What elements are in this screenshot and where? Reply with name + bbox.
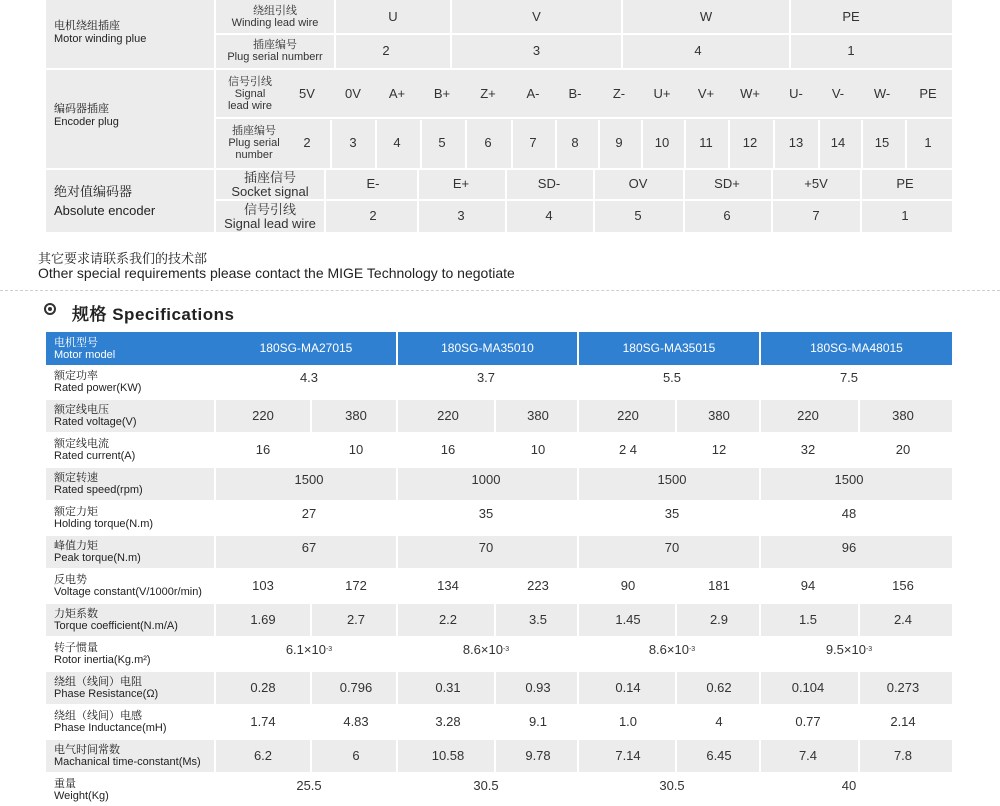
encoder-signal-cell: 0V (345, 85, 361, 101)
spec-value-text: 25.5 (296, 777, 322, 793)
spec-value-cell: 4.83 (343, 713, 369, 729)
spec-value-cell: 1.5 (798, 611, 818, 627)
spec-row-label: 转子惯量 Rotor inertia(Kg.m²) (54, 642, 151, 666)
spec-value-cell: 181 (708, 577, 730, 593)
absolute-wire-cell: 1 (901, 208, 909, 224)
spec-value-cell: 6.45 (706, 747, 732, 763)
spec-value-cell: 10 (530, 441, 546, 457)
spec-row-label: 电气时间常数 Machanical time-constant(Ms) (54, 744, 201, 768)
spec-value-cell (779, 634, 919, 666)
winding-serial-2: 3 (532, 42, 541, 58)
encoder-number-cell: 13 (788, 134, 804, 150)
spec-value-cell: 4 (715, 713, 723, 729)
spec-value-cell: 9.1 (528, 713, 548, 729)
winding-wire-u: U (388, 8, 398, 24)
encoder-number-cell: 1 (924, 134, 932, 150)
encoder-signal-cell: U+ (653, 85, 671, 101)
spec-value-cell: 2.2 (438, 611, 458, 627)
spec-value-cell: 2.9 (709, 611, 729, 627)
spec-value-cell: 16 (255, 441, 271, 457)
spec-value-text: 4.3 (299, 369, 319, 385)
absolute-wire-cell: 6 (723, 208, 731, 224)
spec-value-cell: 103 (252, 577, 274, 593)
note-zh: 其它要求请联系我们的技术部 (38, 251, 208, 266)
spec-value-cell: 6.2 (253, 747, 273, 763)
encoder-number-cell: 2 (303, 134, 311, 150)
spec-value-cell: 2 4 (618, 441, 638, 457)
spec-value-cell: 90 (620, 577, 636, 593)
spec-row-label: 重量 Weight(Kg) (54, 778, 109, 802)
spec-value-cell (416, 362, 556, 394)
spec-value-cell (239, 634, 379, 666)
absolute-wire-cell: 3 (457, 208, 465, 224)
encoder-signal-cell: PE (919, 85, 937, 101)
spec-value-text: 70 (478, 539, 494, 555)
spec-value-cell: 10 (348, 441, 364, 457)
exponent: -3 (865, 646, 873, 654)
encoder-number-cell: 11 (699, 134, 713, 150)
spec-value-cell (779, 362, 919, 394)
spec-value-text: 30.5 (659, 777, 685, 793)
model-header-cell: 180SG-MA48015 (810, 340, 903, 355)
spec-value-cell: 220 (437, 407, 459, 423)
spec-value-text: 35 (478, 505, 494, 521)
encoder-number-cell: 10 (654, 134, 670, 150)
spec-value-cell: 1.69 (250, 611, 276, 627)
motor-model-label: 电机型号 Motor model (54, 336, 116, 361)
exponent: -3 (325, 646, 333, 654)
plug-serial-label: 插座编号 Plug serial numberr (227, 38, 323, 63)
spec-value-cell: 0.14 (615, 679, 641, 695)
spec-value-cell: 1.45 (615, 611, 641, 627)
exponent: -3 (502, 646, 510, 654)
spec-value-cell (602, 362, 742, 394)
spec-value-text: 1500 (657, 471, 687, 487)
spec-value-text: 1000 (471, 471, 501, 487)
target-icon (44, 303, 56, 315)
absolute-wire-cell: 5 (634, 208, 642, 224)
spec-value-cell (416, 464, 556, 496)
encoder-signal-cell: W- (873, 85, 891, 101)
spec-value-cell: 380 (345, 407, 367, 423)
encoder-number-cell: 15 (874, 134, 890, 150)
spec-value-cell: 7.8 (893, 747, 913, 763)
encoder-signal-cell: A+ (388, 85, 406, 101)
winding-wire-w: W (699, 8, 713, 24)
spec-value-cell (779, 464, 919, 496)
spec-value-cell: 172 (345, 577, 367, 593)
spec-row-label: 额定线电压 Rated voltage(V) (54, 404, 137, 428)
absolute-signal-cell: OV (628, 176, 648, 192)
spec-value-cell: 0.31 (435, 679, 461, 695)
winding-serial-3: 4 (694, 42, 702, 58)
spec-row-label: 绕组（线间）电感 Phase Inductance(mH) (54, 710, 167, 734)
spec-value-cell: 134 (437, 577, 459, 593)
spec-value-cell: 3.5 (528, 611, 548, 627)
encoder-signal-cell: U- (789, 85, 803, 101)
spec-value-text: 70 (664, 539, 680, 555)
spec-value-cell: 220 (617, 407, 639, 423)
encoder-signal-cell: B- (568, 85, 582, 101)
spec-value-cell (779, 770, 919, 802)
spec-value-cell: 223 (527, 577, 549, 593)
winding-wire-v: V (532, 8, 541, 24)
signal-lead-wire-label: 信号引线 Signal lead wire (224, 201, 316, 231)
spec-value-cell: 6 (352, 747, 360, 763)
spec-value-cell: 10.58 (431, 747, 465, 763)
encoder-plug-label: 编码器插座 Encoder plug (54, 103, 119, 128)
spec-value-cell (416, 498, 556, 530)
spec-row-label: 额定线电流 Rated current(A) (54, 438, 136, 462)
spec-value-cell: 2.7 (346, 611, 366, 627)
spec-value-cell: 380 (708, 407, 730, 423)
spec-value-cell (416, 634, 556, 666)
spec-value-text: 9.5×10 (825, 641, 866, 657)
divider (0, 290, 1000, 291)
exponent: -3 (688, 646, 696, 654)
spec-value-cell: 0.77 (795, 713, 821, 729)
note-en: Other special requirements please contact the MIGE Technology to negotiate (38, 265, 515, 281)
spec-value-cell: 0.62 (706, 679, 732, 695)
spec-value-text: 3.7 (476, 369, 496, 385)
encoder-signal-cell: V- (831, 85, 845, 101)
spec-value-cell: 0.28 (250, 679, 276, 695)
spec-value-text: 96 (841, 539, 857, 555)
spec-value-cell: 16 (440, 441, 456, 457)
spec-value-cell: 0.104 (791, 679, 825, 695)
spec-value-cell: 220 (797, 407, 819, 423)
model-header-cell: 180SG-MA35010 (441, 340, 534, 355)
spec-value-cell (239, 464, 379, 496)
encoder-number-cell: 4 (393, 134, 401, 150)
spec-value-cell: 3.28 (435, 713, 461, 729)
encoder-signal-cell: W+ (740, 85, 760, 101)
spec-value-text: 6.1×10 (285, 641, 326, 657)
motor-winding-plug-label: 电机绕组插座 Motor winding plue (54, 20, 147, 45)
encoder-number-cell: 7 (529, 134, 537, 150)
spec-value-cell: 12 (711, 441, 727, 457)
spec-value-cell: 0.273 (886, 679, 920, 695)
spec-value-cell: 7.4 (798, 747, 818, 763)
spec-row-label: 额定功率 Rated power(KW) (54, 370, 142, 394)
spec-value-cell (416, 532, 556, 564)
winding-serial-1: 2 (382, 42, 390, 58)
encoder-number-cell: 8 (571, 134, 579, 150)
spec-value-cell: 0.796 (339, 679, 373, 695)
spec-value-cell (416, 770, 556, 802)
model-header-cell: 180SG-MA27015 (259, 340, 353, 355)
spec-value-cell (239, 362, 379, 394)
spec-value-cell: 380 (527, 407, 549, 423)
absolute-wire-cell: 7 (812, 208, 820, 224)
spec-value-cell: 2.4 (893, 611, 913, 627)
spec-value-cell: 32 (800, 441, 816, 457)
spec-value-text: 48 (841, 505, 857, 521)
spec-value-cell: 20 (895, 441, 911, 457)
spec-value-text: 67 (301, 539, 317, 555)
encoder-number-cell: 14 (830, 134, 846, 150)
absolute-signal-cell: E- (366, 176, 380, 192)
spec-row-label: 峰值力矩 Peak torque(N.m) (54, 540, 141, 564)
spec-value-text: 7.5 (839, 369, 859, 385)
absolute-signal-cell: PE (896, 176, 914, 192)
spec-row-label: 反电势 Voltage constant(V/1000r/min) (54, 574, 202, 598)
spec-value-cell: 9.78 (525, 747, 551, 763)
spec-value-cell: 380 (892, 407, 914, 423)
spec-row-label: 额定转速 Rated speed(rpm) (54, 472, 143, 496)
encoder-signal-cell: V+ (697, 85, 715, 101)
encoder-plug-number-label: 插座编号 Plug serial number (228, 124, 280, 162)
spec-value-cell (602, 532, 742, 564)
spec-value-cell (239, 498, 379, 530)
spec-value-cell: 1.74 (250, 713, 276, 729)
encoder-number-cell: 5 (438, 134, 446, 150)
spec-value-cell (602, 770, 742, 802)
spec-value-cell: 156 (892, 577, 914, 593)
encoder-number-cell: 3 (349, 134, 357, 150)
absolute-signal-cell: SD+ (714, 176, 740, 192)
encoder-signal-cell: B+ (433, 85, 451, 101)
absolute-wire-cell: 4 (545, 208, 553, 224)
spec-value-cell: 2.14 (890, 713, 916, 729)
absolute-encoder-label: 绝对值编码器 Absolute encoder (54, 184, 156, 218)
absolute-signal-cell: E+ (452, 176, 470, 192)
spec-value-cell (779, 532, 919, 564)
encoder-signal-cell: A- (526, 85, 540, 101)
spec-value-cell (239, 770, 379, 802)
spec-value-text: 27 (301, 505, 317, 521)
spec-value-cell: 0.93 (525, 679, 551, 695)
encoder-number-cell: 6 (484, 134, 492, 150)
spec-value-cell (602, 498, 742, 530)
spec-value-cell (239, 532, 379, 564)
spec-value-text: 30.5 (473, 777, 499, 793)
spec-value-cell: 220 (252, 407, 274, 423)
spec-value-cell (602, 464, 742, 496)
encoder-signal-cell: 5V (299, 85, 315, 101)
spec-value-text: 1500 (294, 471, 324, 487)
encoder-number-cell: 12 (742, 134, 758, 150)
spec-value-cell: 7.14 (615, 747, 641, 763)
spec-value-cell: 94 (800, 577, 816, 593)
spec-row-label: 额定力矩 Holding torque(N.m) (54, 506, 154, 530)
spec-value-cell: 1.0 (618, 713, 638, 729)
winding-lead-wire-label: 绕组引线 Winding lead wire (231, 4, 319, 29)
spec-value-cell (779, 498, 919, 530)
socket-signal-label: 插座信号 Socket signal (231, 169, 309, 199)
spec-row-label: 力矩系数 Torque coefficient(N.m/A) (54, 608, 178, 632)
spec-value-text: 1500 (834, 471, 864, 487)
model-header-cell: 180SG-MA35015 (622, 340, 716, 355)
spec-row-label: 绕组（线间）电阻 Phase Resistance(Ω) (54, 676, 159, 700)
spec-value-text: 8.6×10 (462, 641, 503, 657)
spec-value-text: 8.6×10 (648, 641, 689, 657)
absolute-signal-cell: +5V (804, 176, 828, 192)
encoder-signal-cell: Z+ (480, 85, 496, 101)
spec-value-text: 35 (664, 505, 680, 521)
spec-value-text: 40 (841, 777, 857, 793)
absolute-wire-cell: 2 (369, 208, 377, 224)
spec-value-cell (602, 634, 742, 666)
encoder-signal-lead-label: 信号引线 Signal lead wire (227, 75, 273, 113)
encoder-signal-cell: Z- (612, 85, 626, 101)
winding-serial-4: 1 (847, 42, 855, 58)
spec-value-text: 5.5 (662, 369, 682, 385)
winding-wire-pe: PE (842, 8, 860, 24)
encoder-number-cell: 9 (615, 134, 623, 150)
specs-title: 规格 Specifications (72, 305, 235, 324)
absolute-signal-cell: SD- (537, 176, 561, 192)
